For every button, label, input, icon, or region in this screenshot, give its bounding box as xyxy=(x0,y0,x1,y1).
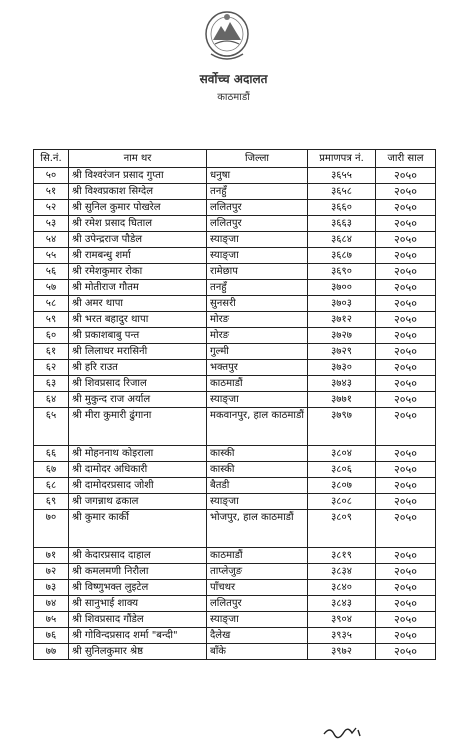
row-district: ललितपुर xyxy=(207,216,308,232)
row-year: २०५० xyxy=(376,446,436,462)
table-row xyxy=(34,280,436,296)
row-district: काठमाडौं xyxy=(207,376,308,392)
signature-icon xyxy=(322,720,366,742)
table-row xyxy=(34,376,436,392)
table-row xyxy=(34,296,436,312)
row-sn: ५७ xyxy=(34,280,69,296)
row-sn: ७२ xyxy=(34,564,69,580)
table-row xyxy=(34,360,436,376)
row-sn: ५३ xyxy=(34,216,69,232)
row-cert: ३७२७ xyxy=(308,328,376,344)
row-sn: ५२ xyxy=(34,200,69,216)
row-year: २०५० xyxy=(376,564,436,580)
row-cert: ३८४३ xyxy=(308,596,376,612)
row-district: तनहुँ xyxy=(207,184,308,200)
row-name: श्री अमर थापा xyxy=(69,296,207,312)
table-row xyxy=(34,312,436,328)
row-name: श्री हरि राउत xyxy=(69,360,207,376)
row-year: २०५० xyxy=(376,644,436,660)
row-district: रामेछाप xyxy=(207,264,308,280)
table-row xyxy=(34,494,436,510)
row-sn: ५९ xyxy=(34,312,69,328)
row-district: भक्तपुर xyxy=(207,360,308,376)
row-district: बैतडी xyxy=(207,478,308,494)
row-name: श्री सुनिलकुमार श्रेष्ठ xyxy=(69,644,207,660)
row-year: २०५० xyxy=(376,478,436,494)
table-header-row xyxy=(34,150,436,168)
row-year: २०५० xyxy=(376,628,436,644)
row-district: भोजपुर, हाल काठमाडौं xyxy=(207,510,308,548)
row-cert: ३८३४ xyxy=(308,564,376,580)
row-district: स्याङ्जा xyxy=(207,494,308,510)
row-name: श्री उपेन्द्रराज पौडेल xyxy=(69,232,207,248)
row-sn: ७४ xyxy=(34,596,69,612)
table-row xyxy=(34,232,436,248)
row-sn: ६३ xyxy=(34,376,69,392)
row-district: स्याङ्जा xyxy=(207,392,308,408)
table-row xyxy=(34,328,436,344)
column-header-year: जारी साल xyxy=(376,150,436,168)
row-name: श्री रामबन्धु शर्मा xyxy=(69,248,207,264)
row-sn: ५५ xyxy=(34,248,69,264)
row-year: २०५० xyxy=(376,612,436,628)
row-sn: ६९ xyxy=(34,494,69,510)
row-name: श्री रमेश प्रसाद घिताल xyxy=(69,216,207,232)
row-cert: ३७३० xyxy=(308,360,376,376)
row-name: श्री मीरा कुमारी ढुंगाना xyxy=(69,408,207,446)
row-year: २०५० xyxy=(376,360,436,376)
row-year: २०५० xyxy=(376,376,436,392)
court-name: सर्वोच्च अदालत xyxy=(199,72,268,86)
row-name: श्री सुनिल कुमार पोखरेल xyxy=(69,200,207,216)
row-sn: ६१ xyxy=(34,344,69,360)
row-name: श्री विष्णुभक्त लुइटेल xyxy=(69,580,207,596)
row-sn: ६४ xyxy=(34,392,69,408)
row-district: ललितपुर xyxy=(207,596,308,612)
row-year: २०५० xyxy=(376,328,436,344)
table-row xyxy=(34,596,436,612)
row-cert: ३८०७ xyxy=(308,478,376,494)
row-district: स्याङ्जा xyxy=(207,248,308,264)
table-row xyxy=(34,264,436,280)
row-name: श्री दामोदर अधिकारी xyxy=(69,462,207,478)
row-district: मोरङ xyxy=(207,328,308,344)
row-year: २०५० xyxy=(376,548,436,564)
row-cert: ३६५५ xyxy=(308,168,376,184)
row-name: श्री शिवप्रसाद रिजाल xyxy=(69,376,207,392)
table-row xyxy=(34,510,436,548)
row-cert: ३८०४ xyxy=(308,446,376,462)
row-name: श्री कमलमणी निरौला xyxy=(69,564,207,580)
row-sn: ७१ xyxy=(34,548,69,564)
row-year: २०५० xyxy=(376,216,436,232)
column-header-sn: सि.नं. xyxy=(34,150,69,168)
row-cert: ३७४३ xyxy=(308,376,376,392)
row-year: २०५० xyxy=(376,580,436,596)
row-year: २०५० xyxy=(376,312,436,328)
row-cert: ३७०० xyxy=(308,280,376,296)
table-row xyxy=(34,216,436,232)
row-sn: ७५ xyxy=(34,612,69,628)
row-cert: ३६९० xyxy=(308,264,376,280)
row-year: २०५० xyxy=(376,248,436,264)
row-sn: ६६ xyxy=(34,446,69,462)
row-cert: ३८१९ xyxy=(308,548,376,564)
row-year: २०५० xyxy=(376,462,436,478)
table-row xyxy=(34,446,436,462)
row-cert: ३८०९ xyxy=(308,510,376,548)
row-name: श्री केदारप्रसाद दाहाल xyxy=(69,548,207,564)
row-district: कास्की xyxy=(207,462,308,478)
table-row xyxy=(34,478,436,494)
row-name: श्री सानुभाई शाक्य xyxy=(69,596,207,612)
row-district: स्याङ्जा xyxy=(207,232,308,248)
row-name: श्री भरत बहादुर थापा xyxy=(69,312,207,328)
row-year: २०५० xyxy=(376,280,436,296)
row-name: श्री मोहननाथ कोइराला xyxy=(69,446,207,462)
row-year: २०५० xyxy=(376,392,436,408)
row-year: २०५० xyxy=(376,264,436,280)
row-name: श्री दामोदरप्रसाद जोशी xyxy=(69,478,207,494)
row-cert: ३६८४ xyxy=(308,232,376,248)
row-name: श्री प्रकाशबाबु पन्त xyxy=(69,328,207,344)
row-year: २०५० xyxy=(376,200,436,216)
row-year: २०५० xyxy=(376,494,436,510)
row-sn: ५४ xyxy=(34,232,69,248)
row-sn: ७७ xyxy=(34,644,69,660)
certificate-table xyxy=(33,149,436,660)
row-sn: ७६ xyxy=(34,628,69,644)
row-cert: ३६५८ xyxy=(308,184,376,200)
row-sn: ७० xyxy=(34,510,69,548)
row-name: श्री मुकुन्द राज अर्याल xyxy=(69,392,207,408)
table-row xyxy=(34,200,436,216)
table-row xyxy=(34,344,436,360)
row-district: गुल्मी xyxy=(207,344,308,360)
row-district: ताप्लेजुङ xyxy=(207,564,308,580)
row-district: दैलेख xyxy=(207,628,308,644)
row-district: मकवानपुर, हाल काठमाडौं xyxy=(207,408,308,446)
row-sn: ७३ xyxy=(34,580,69,596)
row-name: श्री मोतीराज गौतम xyxy=(69,280,207,296)
row-name: श्री लिलाधर मरासिनी xyxy=(69,344,207,360)
row-cert: ३६६३ xyxy=(308,216,376,232)
row-sn: ६७ xyxy=(34,462,69,478)
table-row xyxy=(34,628,436,644)
row-district: बाँके xyxy=(207,644,308,660)
table-row xyxy=(34,392,436,408)
table-row xyxy=(34,564,436,580)
row-sn: ६० xyxy=(34,328,69,344)
row-cert: ३८४० xyxy=(308,580,376,596)
column-header-name: नाम थर xyxy=(69,150,207,168)
row-year: २०५० xyxy=(376,296,436,312)
table-row xyxy=(34,168,436,184)
row-year: २०५० xyxy=(376,232,436,248)
row-district: तनहुँ xyxy=(207,280,308,296)
row-cert: ३९७२ xyxy=(308,644,376,660)
table-row xyxy=(34,644,436,660)
row-sn: ५१ xyxy=(34,184,69,200)
row-year: २०५० xyxy=(376,596,436,612)
row-sn: ५६ xyxy=(34,264,69,280)
row-year: २०५० xyxy=(376,408,436,446)
row-name: श्री कुमार कार्की xyxy=(69,510,207,548)
row-cert: ३८०६ xyxy=(308,462,376,478)
row-name: श्री जगन्नाथ ढकाल xyxy=(69,494,207,510)
row-sn: ५० xyxy=(34,168,69,184)
table-row xyxy=(34,248,436,264)
column-header-district: जिल्ला xyxy=(207,150,308,168)
row-district: पाँचथर xyxy=(207,580,308,596)
row-district: स्याङ्जा xyxy=(207,612,308,628)
row-district: ललितपुर xyxy=(207,200,308,216)
row-name: श्री शिवप्रसाद गौंडेल xyxy=(69,612,207,628)
table-row xyxy=(34,184,436,200)
row-district: मोरङ xyxy=(207,312,308,328)
column-header-cert: प्रमाणपत्र नं. xyxy=(308,150,376,168)
row-name: श्री रमेशकुमार रोका xyxy=(69,264,207,280)
table-row xyxy=(34,548,436,564)
table-row xyxy=(34,612,436,628)
row-cert: ३९३५ xyxy=(308,628,376,644)
row-sn: ५८ xyxy=(34,296,69,312)
table-row xyxy=(34,462,436,478)
row-year: २०५० xyxy=(376,184,436,200)
row-cert: ३७२९ xyxy=(308,344,376,360)
table-body xyxy=(34,168,436,660)
row-name: श्री विश्वरंजन प्रसाद गुप्ता xyxy=(69,168,207,184)
row-cert: ३७०३ xyxy=(308,296,376,312)
row-year: २०५० xyxy=(376,510,436,548)
table-row xyxy=(34,408,436,446)
row-district: काठमाडौं xyxy=(207,548,308,564)
row-sn: ६२ xyxy=(34,360,69,376)
row-district: सुनसरी xyxy=(207,296,308,312)
row-cert: ३७७१ xyxy=(308,392,376,408)
row-cert: ३९०४ xyxy=(308,612,376,628)
row-year: २०५० xyxy=(376,168,436,184)
row-cert: ३७१२ xyxy=(308,312,376,328)
row-name: श्री विश्वप्रकाश सिग्देल xyxy=(69,184,207,200)
table-row xyxy=(34,580,436,596)
row-district: कास्की xyxy=(207,446,308,462)
nepal-emblem-icon xyxy=(203,8,251,66)
court-city: काठमाडौं xyxy=(217,92,250,103)
row-sn: ६८ xyxy=(34,478,69,494)
row-name: श्री गोविन्दप्रसाद शर्मा "बन्दी" xyxy=(69,628,207,644)
row-cert: ३६८७ xyxy=(308,248,376,264)
row-cert: ३६६० xyxy=(308,200,376,216)
row-cert: ३७९७ xyxy=(308,408,376,446)
row-year: २०५० xyxy=(376,344,436,360)
row-sn: ६५ xyxy=(34,408,69,446)
row-cert: ३८०८ xyxy=(308,494,376,510)
row-district: धनुषा xyxy=(207,168,308,184)
